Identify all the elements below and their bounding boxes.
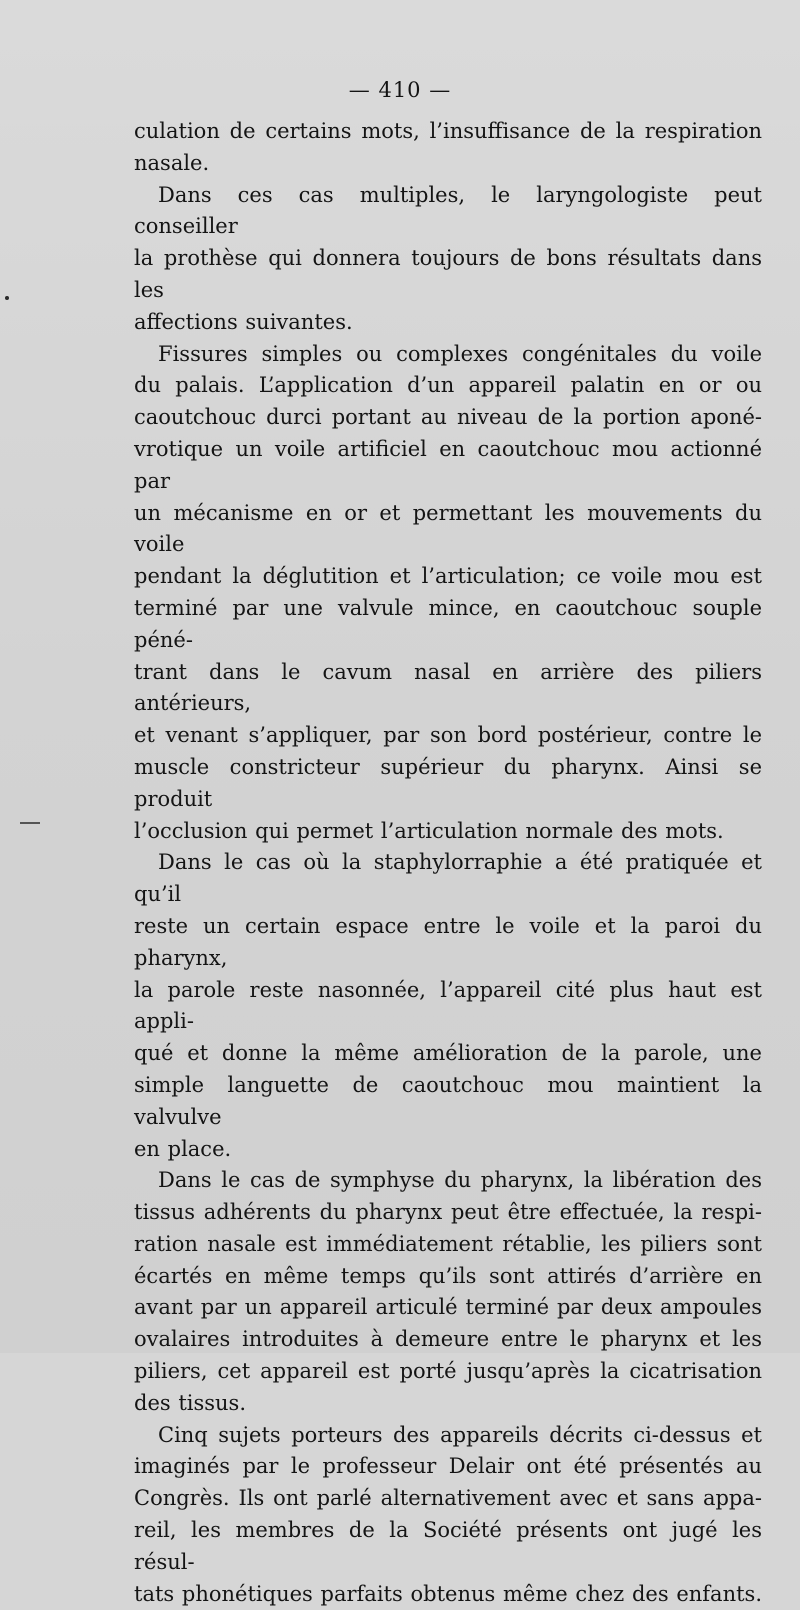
text-line: en place. [134,1136,232,1161]
text-line: Dans ces cas multiples, le laryngologiste peut conseiller [134,182,762,239]
text-line: Cinq sujets porteurs des appareils décrits ci-dessus et [158,1422,762,1447]
text-line: qué et donne la même amélioration de la parole, une [134,1041,762,1066]
text-line: un mécanisme en or et permettant les mouvements du voile [134,500,762,557]
text-line: affections suivantes. [134,309,353,334]
page-number: — 410 — [348,78,452,102]
text-line: la parole reste nasonnée, l’appareil cité plus haut est appli- [134,977,762,1034]
body-text [134,116,762,1610]
text-line: ration nasale est immédiatement rétablie, les piliers sont [134,1231,762,1256]
text-line: Congrès. Ils ont parlé alternativement avec et sans appa- [134,1486,762,1511]
text-line: reil, les membres de la Société présents ont jugé les résul- [134,1518,762,1574]
text-line: nasale. [134,150,210,175]
text-line: vrotique un voile artificiel en caoutchouc mou actionné par [134,436,762,493]
text-line: pendant la déglutition et l’articulation; ce voile mou est [134,564,762,589]
text-line: caoutchouc durci portant au niveau de la portion aponé- [134,405,762,430]
text-line: muscle constricteur supérieur du pharynx. Ainsi se produit [134,754,762,811]
paragraph [134,180,762,339]
text-line: Dans le cas où la staphylorraphie a été pratiquée et qu’il [134,850,762,907]
paragraph [134,1165,762,1419]
margin-dot [5,296,9,300]
paragraph [134,116,762,180]
paragraph [134,1420,762,1610]
paragraph [134,847,762,1165]
text-line: imaginés par le professeur Delair ont été présentés au [134,1454,762,1479]
text-line: tats phonétiques parfaits obtenus même chez des enfants. [134,1581,762,1606]
text-line: Dans le cas de symphyse du pharynx, la libération des [158,1168,762,1193]
text-line: et venant s’appliquer, par son bord postérieur, contre le [134,723,762,748]
text-line: écartés en même temps qu’ils sont attirés d’arrière en [134,1263,762,1288]
text-line: des tissus. [134,1390,247,1415]
text-line: reste un certain espace entre le voile et la paroi du pharynx, [134,913,762,970]
text-line: ovalaires introduites à demeure entre le pharynx et les [134,1327,762,1352]
text-line: trant dans le cavum nasal en arrière des piliers antérieurs, [134,659,762,716]
text-line: du palais. L’application d’un appareil palatin en or ou [134,373,762,398]
margin-dash [20,822,40,824]
text-line: l’occlusion qui permet l’articulation normale des mots. [134,818,724,843]
text-line: simple languette de caoutchouc mou maintient la valvulve [134,1072,762,1129]
text-line: piliers, cet appareil est porté jusqu’après la cicatrisation [134,1359,762,1384]
text-line: tissus adhérents du pharynx peut être effectuée, la respi- [134,1200,762,1225]
paragraph [134,339,762,848]
text-line: la prothèse qui donnera toujours de bons résultats dans les [134,246,762,302]
text-line: culation de certains mots, l’insuffisance de la respiration [134,119,762,143]
text-line: terminé par une valvule mince, en caoutchouc souple péné- [134,595,762,652]
text-line: Fissures simples ou complexes congénitales du voile [158,341,762,366]
text-line: avant par un appareil articulé terminé par deux ampoules [134,1295,762,1320]
